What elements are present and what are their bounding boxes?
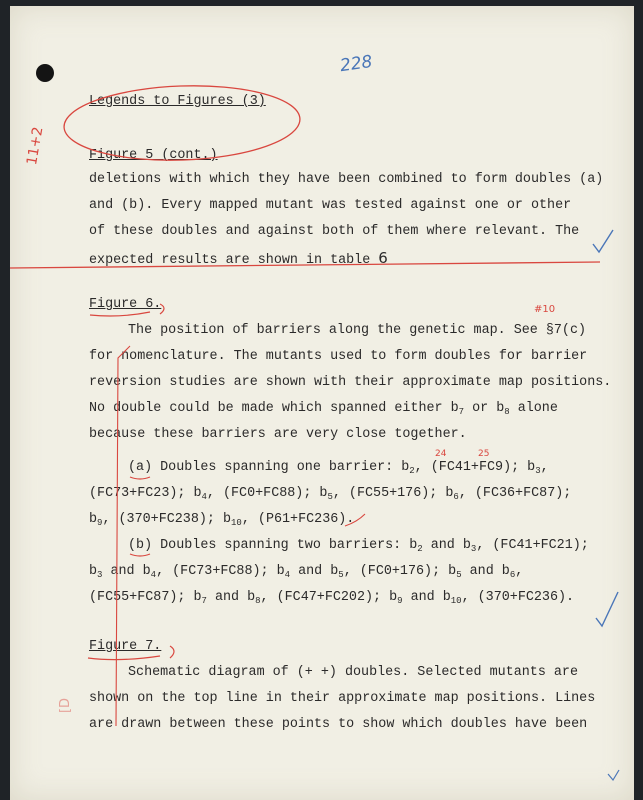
seg: , (FC0+176); b xyxy=(343,564,457,579)
check-mark-2 xyxy=(596,592,618,626)
check-mark-1 xyxy=(593,230,613,252)
sub: 10 xyxy=(231,518,242,528)
sub: 3 xyxy=(470,544,477,554)
seg: , xyxy=(540,460,549,475)
figure7-underline-mark xyxy=(88,656,160,660)
seg: , (370+FC236). xyxy=(461,590,575,605)
document-page xyxy=(10,6,634,800)
seg: , (FC47+FC202); b xyxy=(260,590,398,605)
figure5-line-3: of these doubles and against both of them where relevant. The xyxy=(89,224,580,239)
figure5-line-2: and (b). Every mapped mutant was tested against one or other xyxy=(89,198,572,213)
seg: and b xyxy=(102,564,151,579)
sub: 9 xyxy=(397,596,403,606)
sub: 3 xyxy=(535,466,541,476)
b-intro: Doubles spanning two barriers: b xyxy=(152,538,418,553)
sub: 6 xyxy=(453,492,459,502)
seg: b xyxy=(89,512,98,527)
count-note-2: 25 xyxy=(478,449,490,459)
sub: 6 xyxy=(509,570,516,580)
seg: , xyxy=(515,564,524,579)
seg: and b xyxy=(422,538,471,553)
left-margin-bracket xyxy=(116,346,130,726)
title-circle-mark xyxy=(63,82,301,164)
sub: 4 xyxy=(150,570,157,580)
sub: 9 xyxy=(97,518,103,528)
seg: , (FC73+FC88); b xyxy=(156,564,285,579)
figure6-bracket-mark xyxy=(160,304,164,314)
seg: , (370+FC238); b xyxy=(102,512,232,527)
seg: b xyxy=(89,564,98,579)
seg: (FC55+FC87); b xyxy=(89,590,202,605)
figure6-tag-note: #10 xyxy=(534,304,556,315)
figure6-line-4-a: No double could be made which spanned either b xyxy=(89,401,459,416)
a-label-underline xyxy=(130,477,150,479)
seg: , (FC41+FC9); b xyxy=(414,460,536,475)
sub: 2 xyxy=(417,544,423,554)
a-intro: Doubles spanning one barrier: b xyxy=(152,460,410,475)
seg: , (P61+FC236). xyxy=(241,512,355,527)
b-label: (b) xyxy=(128,538,153,553)
page-number-note: 228 xyxy=(338,51,374,77)
table-number: 6 xyxy=(378,249,388,267)
sub: 10 xyxy=(450,596,462,606)
sub: 4 xyxy=(201,492,207,502)
seg: , (FC55+176); b xyxy=(332,486,454,501)
sub-8: 8 xyxy=(504,407,510,417)
seg: , (FC41+FC21); xyxy=(476,538,589,553)
section-divider-mark xyxy=(10,262,600,268)
figure7-line-3: are drawn between these points to show which doubles have been xyxy=(89,717,588,732)
a-label: (a) xyxy=(128,460,153,475)
figure6-line-3: reversion studies are shown with their approximate map positions. xyxy=(89,375,612,390)
figure7-line-2: shown on the top line in their approximate map positions. Lines xyxy=(89,691,596,706)
count-note-1: 24 xyxy=(435,449,447,459)
seg: and b xyxy=(290,564,339,579)
sub: 3 xyxy=(97,570,103,580)
figure6-line-2: for nomenclature. The mutants used to form doubles for barrier xyxy=(89,349,588,364)
figure6-heading: Figure 6. xyxy=(89,297,162,312)
figure6-line-5: because these barriers are very close together. xyxy=(89,427,467,442)
left-margin-note: 11+2 xyxy=(24,125,47,167)
sub: 7 xyxy=(201,596,207,606)
figure7-bracket-mark xyxy=(170,646,174,658)
figure7-bracket-note: [D xyxy=(58,697,74,714)
figure6-underline-mark xyxy=(90,312,150,316)
seg: and b xyxy=(402,590,451,605)
a-end-mark xyxy=(345,514,365,526)
sub-7: 7 xyxy=(458,407,465,417)
check-mark-3 xyxy=(608,770,619,780)
sub: 2 xyxy=(409,466,415,476)
figure5-line-1: deletions with which they have been combined to form doubles (a) xyxy=(89,172,604,187)
pencil-marks xyxy=(10,6,634,800)
sub: 4 xyxy=(284,570,291,580)
sub: 5 xyxy=(327,492,333,502)
seg: , (FC36+FC87); xyxy=(458,486,572,501)
seg: (FC73+FC23); b xyxy=(89,486,202,501)
figure5-line-4-text: expected results are shown in table xyxy=(89,253,371,268)
figure5-heading: Figure 5 (cont.) xyxy=(89,148,218,163)
figure7-line-1: Schematic diagram of (+ +) doubles. Selected mutants are xyxy=(128,665,578,680)
seg: and b xyxy=(461,564,510,579)
figure6-line-4-c: alone xyxy=(509,401,558,416)
sub: 8 xyxy=(255,596,261,606)
legends-title: Legends to Figures (3) xyxy=(89,94,266,109)
seg: and b xyxy=(206,590,256,605)
seg: , (FC0+FC88); b xyxy=(206,486,328,501)
figure6-line-4-b: or b xyxy=(464,401,505,416)
figure6-line-1: The position of barriers along the genetic map. See §7(c) xyxy=(128,323,587,338)
sub: 5 xyxy=(456,570,462,580)
b-label-underline xyxy=(130,554,150,556)
sub: 5 xyxy=(338,570,344,580)
figure7-heading: Figure 7. xyxy=(89,639,162,654)
